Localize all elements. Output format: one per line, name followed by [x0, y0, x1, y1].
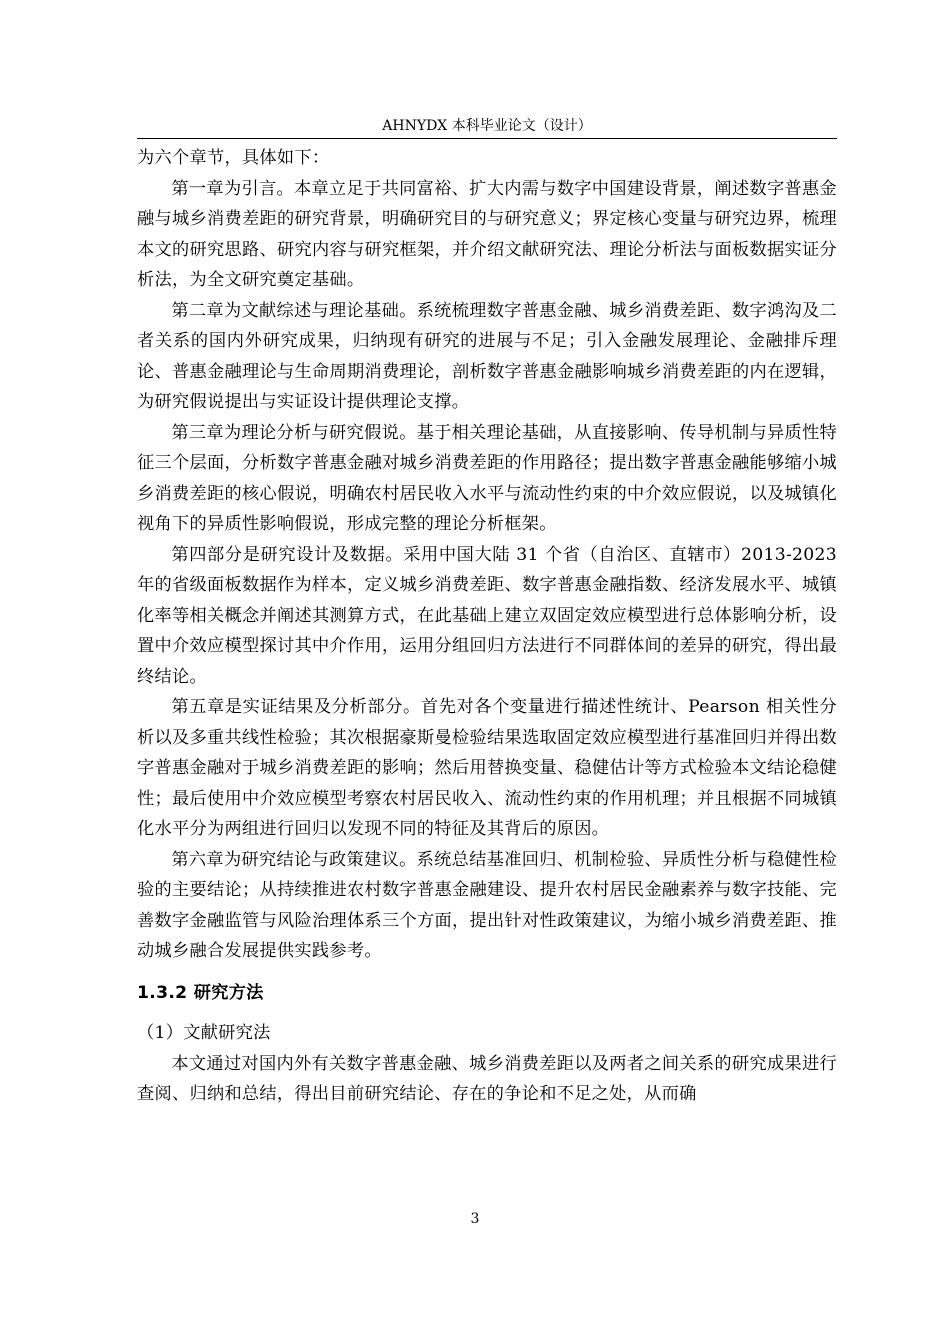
page-header: AHNYDX 本科毕业论文（设计）	[382, 118, 592, 134]
paragraph-chapter-6: 第六章为研究结论与政策建议。系统总结基准回归、机制检验、异质性分析与稳健性检验的主要结论；从持续推进农村数字普惠金融建设、提升农村居民金融素养与数字技能、完善数字金融监管与风险治理体系三个方面，提出针对性政策建议，为缩小城乡消费差距、推动城乡融合发展提供实践参考。	[137, 849, 837, 961]
document-body	[137, 143, 837, 1110]
paragraph-chapter-4: 第四部分是研究设计及数据。采用中国大陆 31 个省（自治区、直辖市）2013-2023 年的省级面板数据作为样本，定义城乡消费差距、数字普惠金融指数、经济发展水平、城镇化率等相关概念并阐述其测算方式，在此基础上建立双固定效应模型进行总体影响分析，设置中介效应模型探讨其中介作用，运用分组回归方法进行不同群体间的差异的研究，得出最终结论。	[137, 544, 837, 687]
paragraph-chapter-2: 第二章为文献综述与理论基础。系统梳理数字普惠金融、城乡消费差距、数字鸿沟及二者关系的国内外研究成果，归纳现有研究的进展与不足；引入金融发展理论、金融排斥理论、普惠金融理论与生命周期消费理论，剖析数字普惠金融影响城乡消费差距的内在逻辑，为研究假说提出与实证设计提供理论支撑。	[137, 300, 837, 412]
paragraph-intro: 为六个章节，具体如下：	[137, 148, 330, 168]
header-divider	[137, 138, 837, 139]
paragraph-literature-method: 本文通过对国内外有关数字普惠金融、城乡消费差距以及两者之间关系的研究成果进行查阅、归纳和总结，得出目前研究结论、存在的争论和不足之处，从而确	[137, 1053, 837, 1104]
page-number: 3	[470, 1211, 480, 1227]
paragraph-chapter-5: 第五章是实证结果及分析部分。首先对各个变量进行描述性统计、Pearson 相关性分析以及多重共线性检验；其次根据豪斯曼检验结果选取固定效应模型进行基准回归并得出数字普惠金融对于城乡消费差距的影响；然后用替换变量、稳健估计等方式检验本文结论稳健性；最后使用中介效应模型考察农村居民收入、流动性约束的作用机理；并且根据不同城镇化水平分为两组进行回归以发现不同的特征及其背后的原因。	[137, 697, 837, 839]
section-heading: 1.3.2 研究方法	[137, 982, 264, 1003]
paragraph-chapter-1: 第一章为引言。本章立足于共同富裕、扩大内需与数字中国建设背景，阐述数字普惠金融与城乡消费差距的研究背景，明确研究目的与研究意义；界定核心变量与研究边界，梳理本文的研究思路、研究内容与研究框架，并介绍文献研究法、理论分析法与面板数据实证分析法，为全文研究奠定基础。	[137, 178, 837, 290]
paragraph-chapter-3: 第三章为理论分析与研究假说。基于相关理论基础，从直接影响、传导机制与异质性特征三个层面，分析数字普惠金融对城乡消费差距的作用路径；提出数字普惠金融能够缩小城乡消费差距的核心假说，明确农村居民收入水平与流动性约束的中介效应假说，以及城镇化视角下的异质性影响假说，形成完整的理论分析框架。	[137, 422, 837, 534]
subsection-heading: （1）文献研究法	[137, 1023, 271, 1043]
